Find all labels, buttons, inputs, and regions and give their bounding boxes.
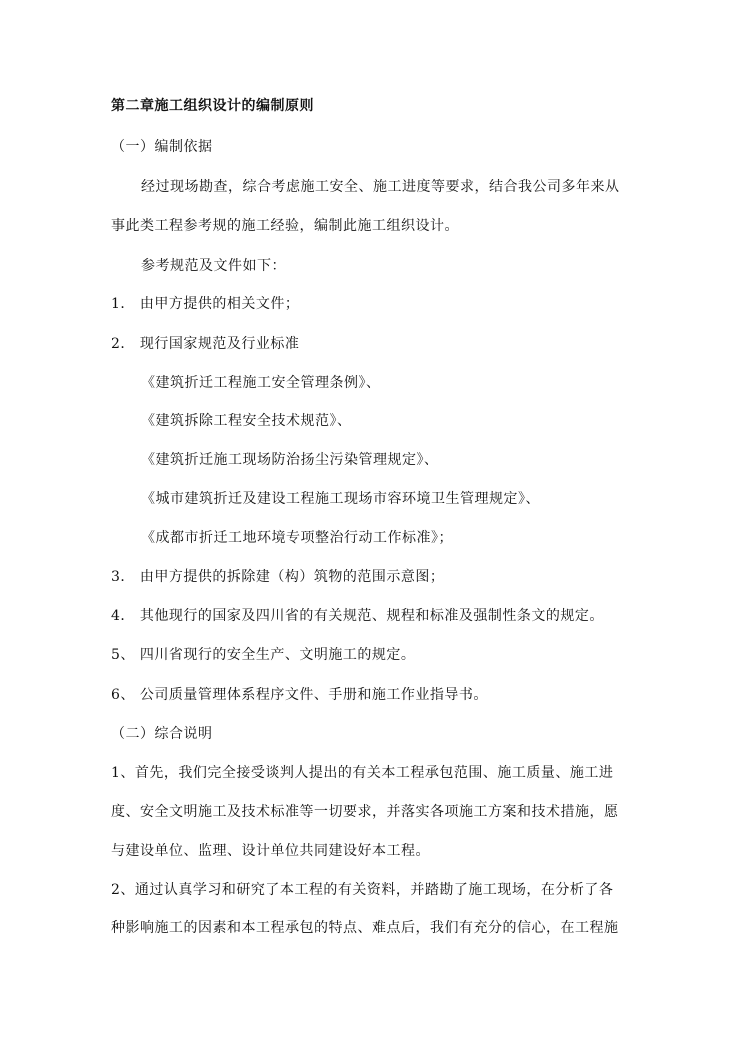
paragraph-line: 参考规范及文件如下： bbox=[141, 258, 286, 274]
list-item: 6、 公司质量管理体系程序文件、手册和施工作业指导书。 bbox=[111, 687, 488, 703]
paragraph-line: 事此类工程参考规的施工经验，编制此施工组织设计。 bbox=[111, 218, 459, 234]
standard-item: 《建筑折迁工程施工安全管理条例》、 bbox=[141, 375, 381, 391]
chapter-title: 第二章施工组织设计的编制原则 bbox=[111, 98, 314, 114]
list-item: 1． 由甲方提供的相关文件； bbox=[111, 296, 300, 312]
section-heading-summary: （二）综合说明 bbox=[111, 726, 213, 742]
standard-item: 《建筑拆除工程安全技术规范》、 bbox=[141, 413, 352, 429]
list-item: 5、 四川省现行的安全生产、文明施工的规定。 bbox=[111, 647, 416, 663]
list-item: 4． 其他现行的国家及四川省的有关规范、规程和标准及强制性条文的规定。 bbox=[111, 608, 604, 624]
paragraph-line: 与建设单位、监理、设计单位共同建设好本工程。 bbox=[111, 843, 430, 859]
paragraph-line: 度、安全文明施工及技术标准等一切要求，并落实各项施工方案和技术措施，愿 bbox=[111, 804, 619, 820]
standard-item: 《建筑折迁施工现场防治扬尘污染管理规定》、 bbox=[141, 452, 439, 468]
paragraph-line: 种影响施工的因素和本工程承包的特点、难点后，我们有充分的信心，在工程施 bbox=[111, 920, 619, 936]
section-heading-basis: （一）编制依据 bbox=[111, 139, 213, 155]
paragraph-line: 经过现场勘查，综合考虑施工安全、施工进度等要求，结合我公司多年来从 bbox=[141, 179, 620, 195]
paragraph-line: 1、首先，我们完全接受谈判人提出的有关本工程承包范围、施工质量、施工进 bbox=[111, 765, 614, 781]
standard-item: 《城市建筑折迁及建设工程施工现场市容环境卫生管理规定》、 bbox=[141, 491, 540, 507]
list-item: 3． 由甲方提供的拆除建（构）筑物的范围示意图； bbox=[111, 569, 445, 585]
paragraph-line: 2、通过认真学习和研究了本工程的有关资料，并踏勘了施工现场，在分析了各 bbox=[111, 882, 614, 898]
list-item: 2． 现行国家规范及行业标准 bbox=[111, 336, 300, 352]
standard-item: 《成都市折迁工地环境专项整治行动工作标准》； bbox=[141, 530, 453, 546]
